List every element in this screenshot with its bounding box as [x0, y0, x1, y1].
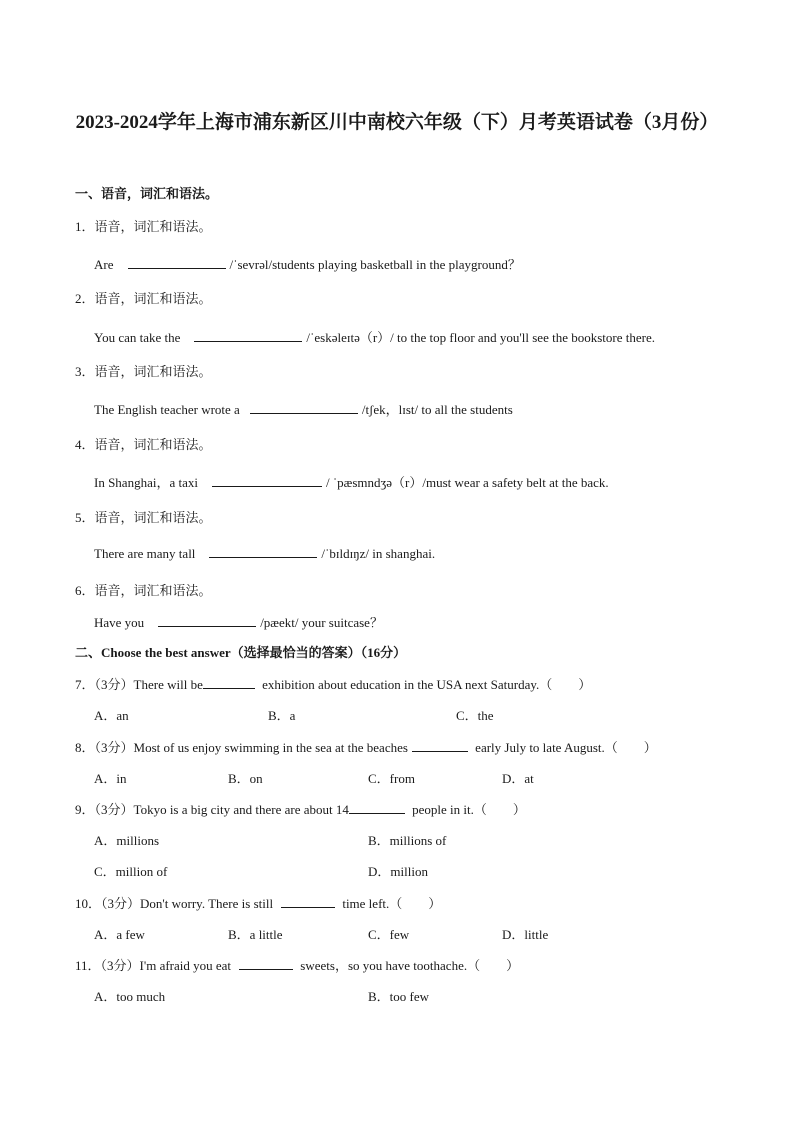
question-1-stem: 1．语音，词汇和语法。 [75, 219, 212, 234]
answer-blank[interactable] [212, 474, 322, 487]
question-3-stem: 3．语音，词汇和语法。 [75, 364, 212, 379]
section-heading-2: 二、Choose the best answer（选择最恰当的答案）（16分） [75, 645, 407, 660]
question-2-sentence: You can take the /ˈeskəleɪtə（r）/ to the top floor and you'll see the bookstore there. [94, 330, 655, 345]
option-9d[interactable]: D．million [368, 864, 428, 879]
option-8b[interactable]: B．on [228, 771, 263, 786]
question-9: 9．（3分）Tokyo is a big city and there are about 14 people in it.（ ） [75, 802, 526, 817]
option-9a[interactable]: A．millions [94, 833, 160, 848]
answer-blank[interactable] [209, 545, 317, 558]
question-1-sentence: Are /ˈsevrəl/students playing basketball in the playground？ [94, 257, 521, 272]
option-10b[interactable]: B．a little [228, 927, 283, 942]
question-6-sentence: Have you /pæekt/ your suitcase？ [94, 615, 383, 630]
option-7b[interactable]: B．a [268, 708, 296, 723]
answer-blank[interactable] [281, 895, 335, 908]
question-7: 7．（3分）There will be exhibition about education in the USA next Saturday.（ ） [75, 677, 592, 692]
section-heading-1: 一、语音，词汇和语法。 [75, 186, 219, 201]
answer-blank[interactable] [128, 256, 226, 269]
question-3-sentence: The English teacher wrote a /tʃek，lɪst/ to all the students [94, 402, 513, 417]
answer-blank[interactable] [250, 401, 358, 414]
answer-blank[interactable] [158, 614, 256, 627]
option-10a[interactable]: A．a few [94, 927, 145, 942]
answer-blank[interactable] [349, 801, 405, 814]
option-7a[interactable]: A．an [94, 708, 129, 723]
question-4-sentence: In Shanghai，a taxi / ˈpæsmndʒə（r）/must wear a safety belt at the back. [94, 475, 609, 490]
option-8c[interactable]: C．from [368, 771, 415, 786]
option-8a[interactable]: A．in [94, 771, 127, 786]
option-11a[interactable]: A．too much [94, 989, 166, 1004]
question-11: 11．（3分）I'm afraid you eat sweets，so you have toothache.（ ） [75, 958, 520, 973]
option-8d[interactable]: D．at [502, 771, 534, 786]
answer-blank[interactable] [412, 739, 468, 752]
option-10d[interactable]: D．little [502, 927, 549, 942]
answer-blank[interactable] [194, 329, 302, 342]
option-7c[interactable]: C．the [456, 708, 494, 723]
answer-blank[interactable] [203, 676, 255, 689]
question-6-stem: 6．语音，词汇和语法。 [75, 583, 212, 598]
option-9b[interactable]: B．millions of [368, 833, 447, 848]
answer-blank[interactable] [239, 957, 293, 970]
option-9c[interactable]: C．million of [94, 864, 168, 879]
option-10c[interactable]: C．few [368, 927, 410, 942]
question-4-stem: 4．语音，词汇和语法。 [75, 437, 212, 452]
question-5-sentence: There are many tall /ˈbɪldɪŋz/ in shanghai. [94, 546, 436, 561]
option-11b[interactable]: B．too few [368, 989, 430, 1004]
question-5-stem: 5．语音，词汇和语法。 [75, 510, 212, 525]
question-10: 10．（3分）Don't worry. There is still time left.（ ） [75, 896, 442, 911]
page-title: 2023-2024学年上海市浦东新区川中南校六年级（下）月考英语试卷（3月份） [75, 112, 719, 133]
question-2-stem: 2．语音，词汇和语法。 [75, 291, 212, 306]
question-8: 8．（3分）Most of us enjoy swimming in the sea at the beaches early July to late August.（ ） [75, 740, 657, 755]
